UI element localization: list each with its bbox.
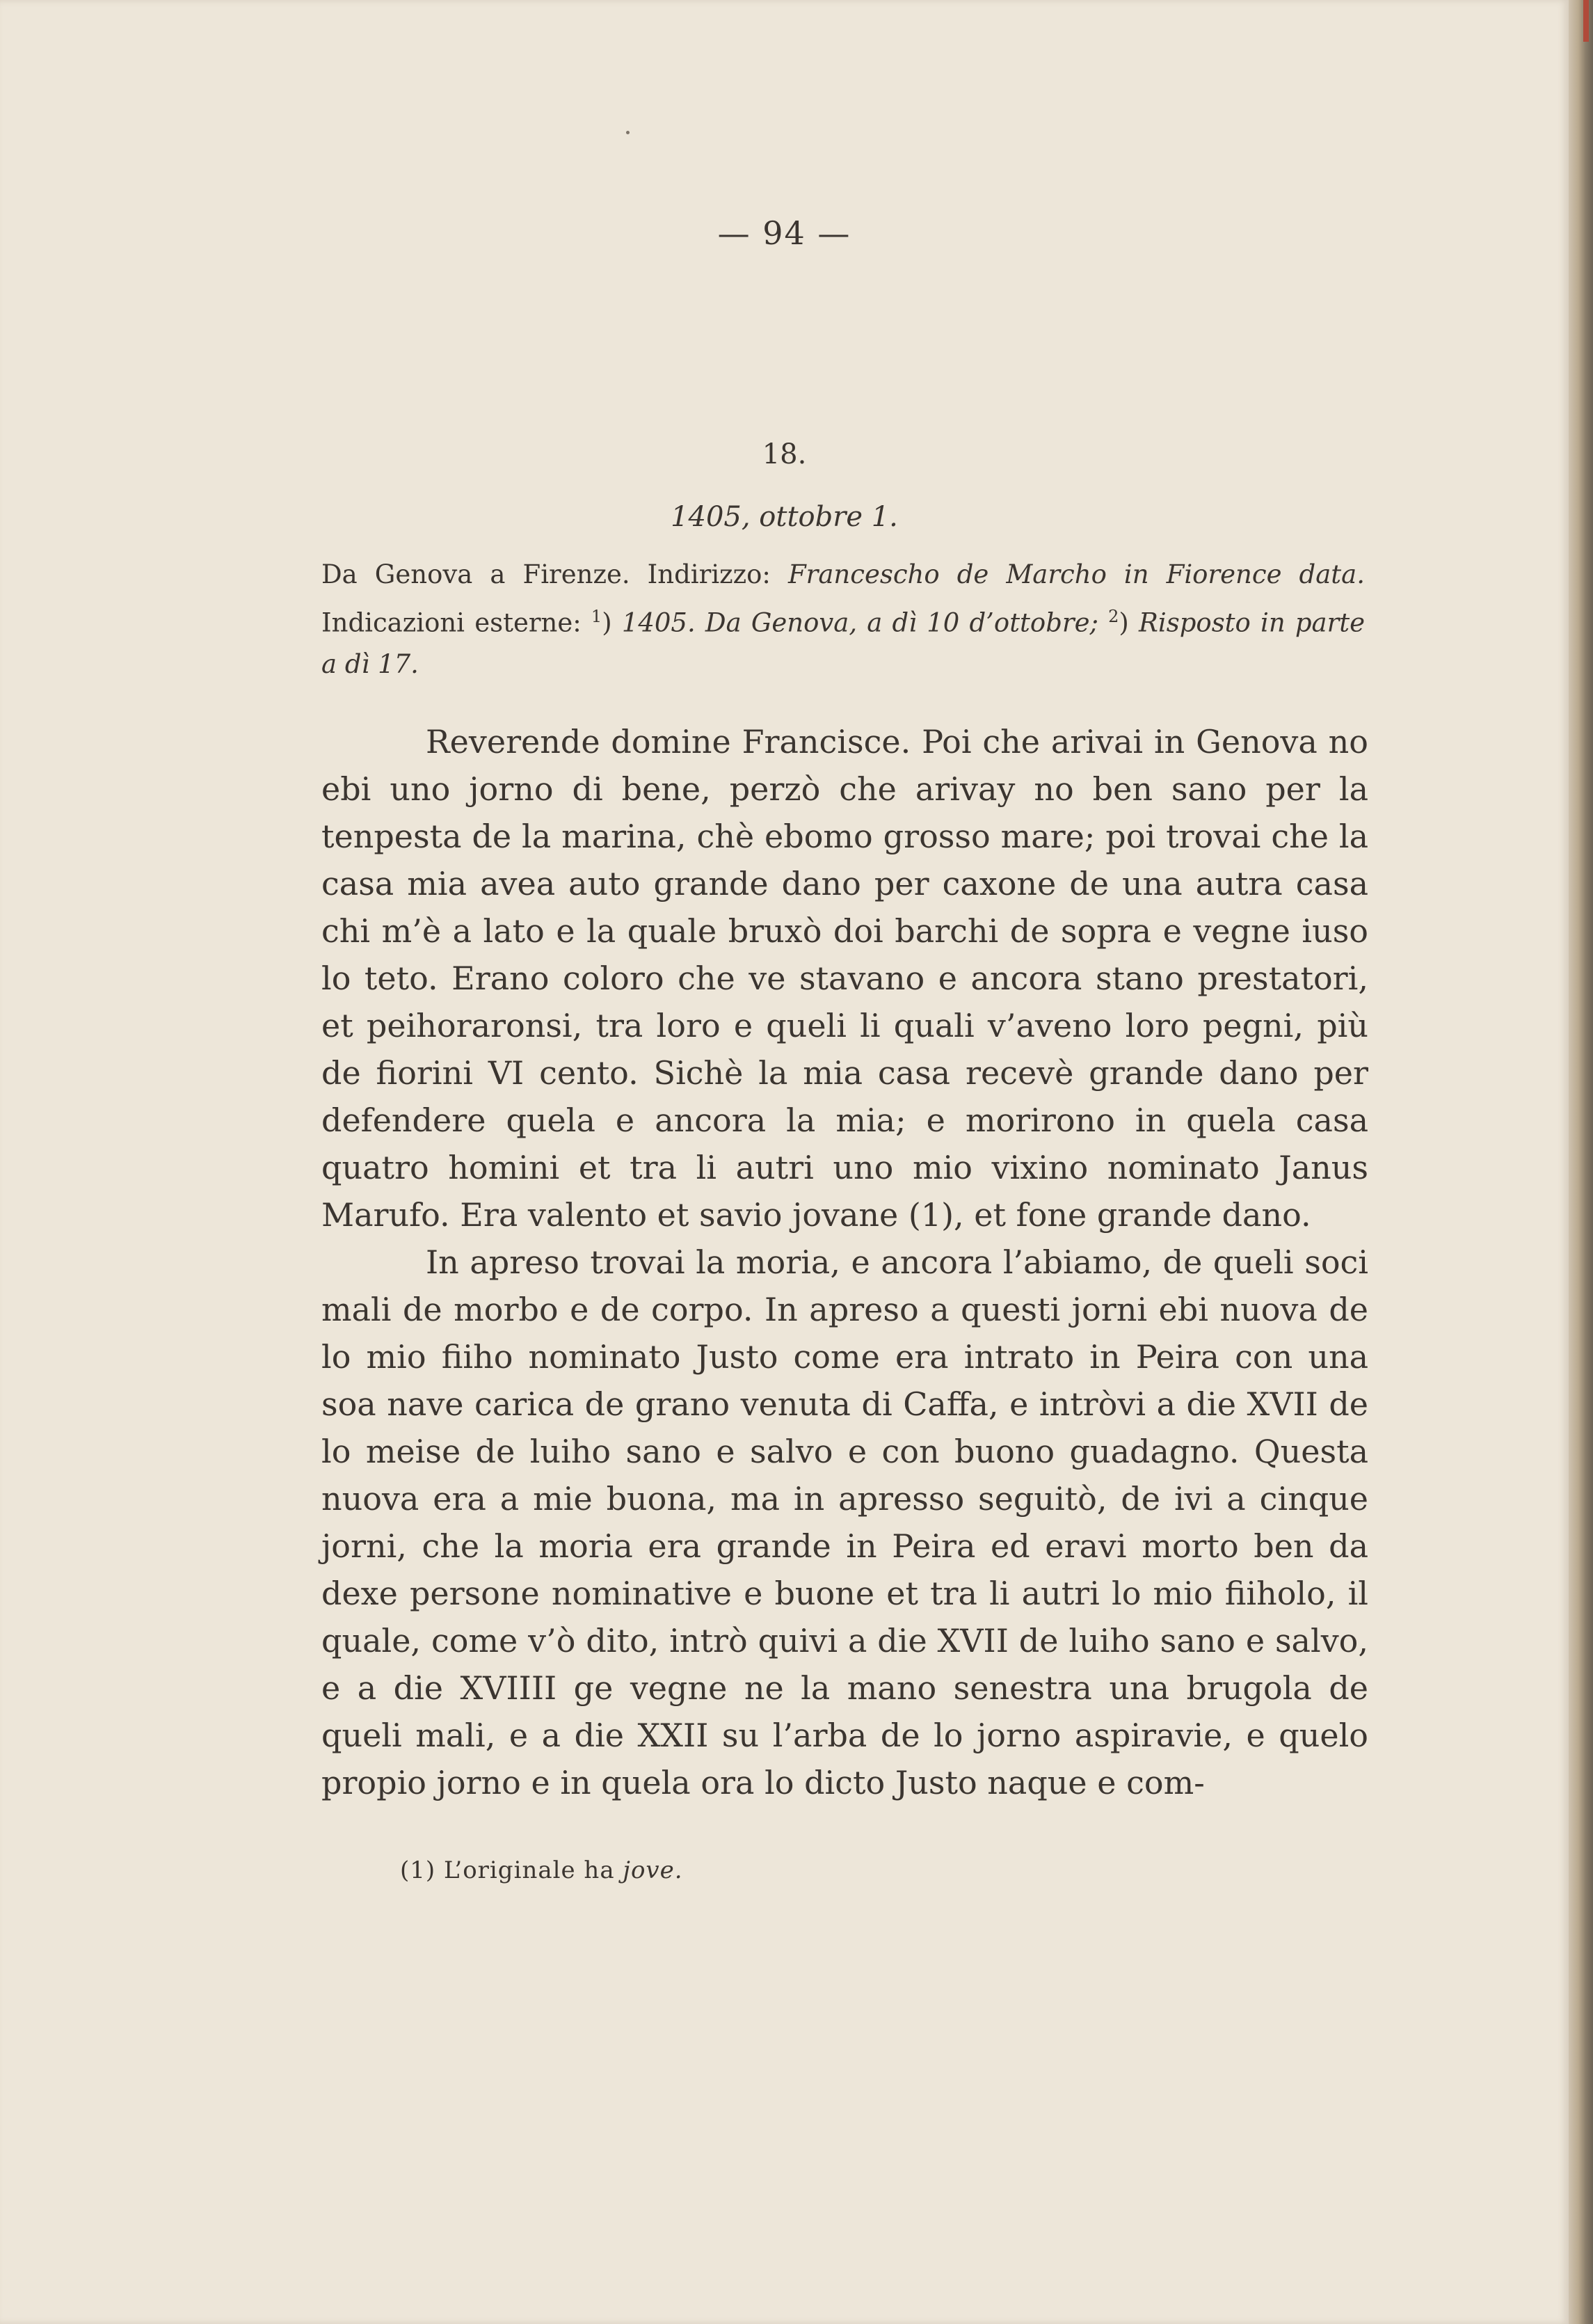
- book-spine-edge: [1569, 0, 1593, 2324]
- footnote-word: jove.: [623, 1856, 683, 1884]
- note2-mark: 2: [1108, 607, 1119, 626]
- document-number: 18.: [762, 438, 807, 470]
- page-number: — 94 —: [717, 214, 851, 252]
- note1-text: 1405. Da Genova, a dì 10 d’ottobre;: [621, 607, 1098, 638]
- header-address: Francescho de Marcho in Fiorence data.: [787, 559, 1365, 589]
- note2-text: Risposto in parte a dì 17.: [321, 607, 1366, 680]
- letter-body: [321, 718, 1368, 1806]
- header-ext-label: Indicazioni esterne:: [321, 607, 591, 638]
- header-prefix: Da Genova a Firenze. Indirizzo:: [321, 559, 788, 589]
- note1-mark: 1: [591, 607, 602, 626]
- paragraph: In apreso trovai la moria, e ancora l’abiamo, de queli soci mali de morbo e de corpo. In apreso a questi jorni ebi nuova de lo mio fiiho nominato Justo come era intrato in Peira con una soa nave carica de grano venuta di Caffa, e intròvi a die XVII de lo meise de luiho sano e salvo e con buono guadagno. Questa nuova era a mie buona, ma in apresso seguitò, de ivi a cinque jorni, che la moria era grande in Peira ed eravi morto ben da dexe persone nominative e buone et tra li autri lo mio fiiholo, il quale, come v’ò dito, intrò quivi a die XVII de luiho sano e salvo, e a die XVIIII ge vegne ne la mano senestra una brugola de queli mali, e a die XXII su l’arba de lo jorno aspiravie, e quelo propio jorno e in quela ora lo dicto Justo naque e com-: [321, 1243, 1368, 1801]
- paragraph: Reverende domine Francisce. Poi che arivai in Genova no ebi uno jorno di bene, perzò che arivay no ben sano per la tenpesta de la marina, chè ebomo grosso mare; poi trovai che la casa mia avea auto grande dano per caxone de una autra casa chi m’è a lato e la quale bruxò doi barchi de sopra e vegne iuso lo teto. Erano coloro che ve stavano e ancora stano prestatori, et peihoraronsi, tra loro e queli li quali v’aveno loro pegni, più de fiorini VI cento. Sichè la mia casa recevè grande dano per defendere quela e ancora la mia; e morirono in quela casa quatro homini et tra li autri uno mio vixino nominato Janus Marufo. Era valento et savio jovane (1), et fone grande dano.: [321, 723, 1368, 1234]
- paper-speck: [626, 131, 630, 134]
- document-header-note: Da Genova a Firenze. Indirizzo: Francescho de Marcho in Fiorence data. Indicazioni esterne: $^1$) 1405. Da Genova, a dì 10 d’ottobre; $^2$) Risposto in parte a dì 17.: [321, 559, 1366, 680]
- footnote-text: L’originale ha: [435, 1856, 623, 1884]
- footnote: [400, 1856, 683, 1884]
- footnote-mark: (1): [400, 1856, 436, 1884]
- book-spine-marker: [1583, 0, 1589, 42]
- document-date: 1405, ottobre 1.: [671, 501, 898, 533]
